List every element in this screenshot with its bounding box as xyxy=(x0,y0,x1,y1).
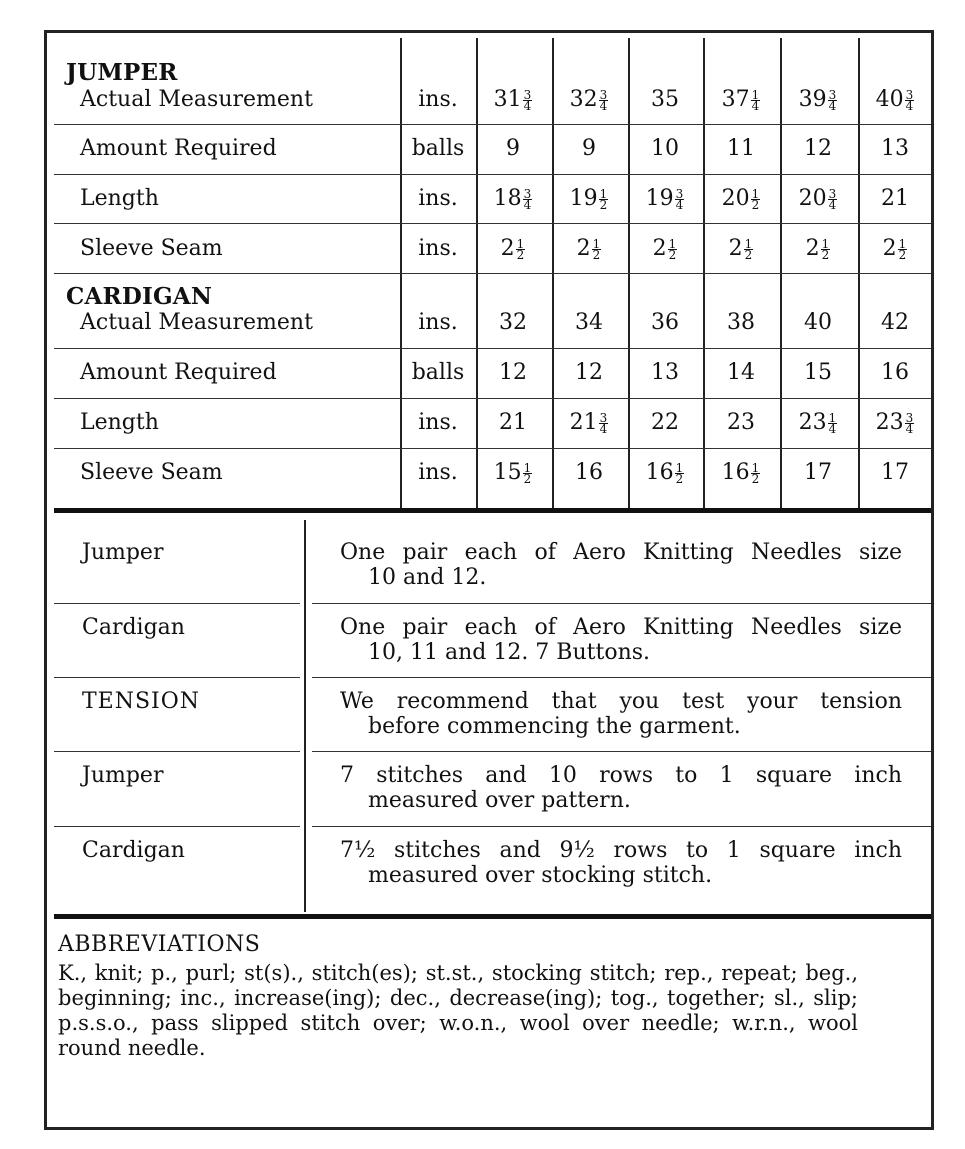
table-row-divider xyxy=(54,398,931,399)
description-line: measured over pattern. xyxy=(368,788,631,813)
size-value-cell: 23 xyxy=(727,410,755,435)
size-value-cell: 39 $\frac{3}{4}$ xyxy=(798,87,837,113)
size-value-cell: 16 $\frac{1}{2}$ xyxy=(645,460,684,486)
description-line: 7½ stitches and 9½ rows to 1 square inch xyxy=(340,838,902,863)
row-label: Actual Measurement xyxy=(80,87,313,112)
size-value-cell: 40 xyxy=(804,310,832,335)
table-row-divider xyxy=(54,448,931,449)
row-label: Amount Required xyxy=(80,360,277,385)
materials-label: Cardigan xyxy=(82,615,185,640)
materials-column-divider xyxy=(304,520,306,912)
materials-label: Cardigan xyxy=(82,838,185,863)
materials-row-divider xyxy=(54,677,300,678)
size-value-cell: 16 xyxy=(575,460,603,485)
table-row-divider xyxy=(54,124,931,125)
size-value-cell: 21 $\frac{3}{4}$ xyxy=(569,410,608,436)
size-value-cell: 17 xyxy=(804,460,832,485)
size-value-cell: 9 xyxy=(506,136,520,161)
size-value-cell: 40 $\frac{3}{4}$ xyxy=(875,87,914,113)
row-unit: ins. xyxy=(418,87,458,112)
jumper-heading: JUMPER xyxy=(66,59,178,86)
row-label: Amount Required xyxy=(80,136,277,161)
row-unit: ins. xyxy=(418,460,458,485)
size-value-cell: 22 xyxy=(651,410,679,435)
size-value-cell: 16 xyxy=(881,360,909,385)
size-value-cell: 11 xyxy=(727,136,755,161)
size-value-cell: 17 xyxy=(881,460,909,485)
row-unit: ins. xyxy=(418,310,458,335)
materials-description xyxy=(340,763,902,813)
materials-description xyxy=(340,838,902,888)
size-value-cell: 19 $\frac{3}{4}$ xyxy=(645,186,684,212)
description-line: measured over stocking stitch. xyxy=(368,863,713,888)
size-value-cell: 9 xyxy=(582,136,596,161)
row-label: Length xyxy=(80,186,159,211)
row-label: Sleeve Seam xyxy=(80,460,223,485)
abbreviations-title: ABBREVIATIONS xyxy=(58,932,261,957)
description-line: before commencing the garment. xyxy=(368,714,741,739)
table-row-divider xyxy=(54,273,931,274)
description-line: We recommend that you test your tension xyxy=(340,689,902,714)
size-value-cell: 12 xyxy=(804,136,832,161)
size-value-cell: 32 $\frac{3}{4}$ xyxy=(569,87,608,113)
abbreviations-section xyxy=(58,932,858,1061)
size-value-cell: 34 xyxy=(575,310,603,335)
row-label: Length xyxy=(80,410,159,435)
size-value-cell: 16 $\frac{1}{2}$ xyxy=(721,460,760,486)
size-value-cell: 2 $\frac{1}{2}$ xyxy=(576,236,601,262)
section-divider xyxy=(54,508,931,513)
size-value-cell: 20 $\frac{1}{2}$ xyxy=(721,186,760,212)
size-value-cell: 18 $\frac{3}{4}$ xyxy=(493,186,532,212)
materials-label: Jumper xyxy=(82,540,164,565)
row-unit: balls xyxy=(411,136,465,161)
size-value-cell: 20 $\frac{3}{4}$ xyxy=(798,186,837,212)
size-value-cell: 2 $\frac{1}{2}$ xyxy=(500,236,525,262)
row-label: Sleeve Seam xyxy=(80,236,223,261)
size-value-cell: 15 xyxy=(804,360,832,385)
description-line: 10, 11 and 12. 7 Buttons. xyxy=(368,640,651,665)
materials-label: TENSION xyxy=(82,689,201,714)
size-value-cell: 15 $\frac{1}{2}$ xyxy=(493,460,532,486)
size-value-cell: 19 $\frac{1}{2}$ xyxy=(569,186,608,212)
materials-row-divider xyxy=(54,826,300,827)
row-unit: ins. xyxy=(418,410,458,435)
row-unit: ins. xyxy=(418,236,458,261)
size-value-cell: 38 xyxy=(727,310,755,335)
materials-row-divider xyxy=(54,603,300,604)
table-row-divider xyxy=(54,174,931,175)
size-value-cell: 12 xyxy=(575,360,603,385)
description-line: 7 stitches and 10 rows to 1 square inch xyxy=(340,763,902,788)
size-value-cell: 32 xyxy=(499,310,527,335)
materials-row-divider xyxy=(312,677,931,678)
size-value-cell: 2 $\frac{1}{2}$ xyxy=(728,236,753,262)
size-value-cell: 37 $\frac{1}{4}$ xyxy=(721,87,760,113)
cardigan-heading: CARDIGAN xyxy=(66,283,213,310)
table-row-divider xyxy=(54,348,931,349)
size-value-cell: 2 $\frac{1}{2}$ xyxy=(882,236,907,262)
row-unit: ins. xyxy=(418,186,458,211)
materials-row-divider xyxy=(312,826,931,827)
abbreviations-text: K., knit; p., purl; st(s)., stitch(es); st.st., stocking stitch; rep., repeat; beg., beginning; inc., increase(ing); dec., decrease(ing); tog., together; sl., slip; p.s.s.o., pass slipped stitch over; w.o.n., wool over needle; w.r.n., wool round needle. xyxy=(58,961,858,1060)
size-value-cell: 2 $\frac{1}{2}$ xyxy=(652,236,677,262)
materials-description xyxy=(340,615,902,665)
description-line: One pair each of Aero Knitting Needles size xyxy=(340,615,902,640)
size-value-cell: 23 $\frac{3}{4}$ xyxy=(875,410,914,436)
materials-description xyxy=(340,540,902,590)
size-value-cell: 2 $\frac{1}{2}$ xyxy=(805,236,830,262)
materials-label: Jumper xyxy=(82,763,164,788)
size-value-cell: 12 xyxy=(499,360,527,385)
description-line: 10 and 12. xyxy=(368,565,487,590)
size-value-cell: 35 xyxy=(651,87,679,112)
materials-row-divider xyxy=(312,751,931,752)
materials-row-divider xyxy=(54,751,300,752)
size-value-cell: 31 $\frac{3}{4}$ xyxy=(493,87,532,113)
size-value-cell: 13 xyxy=(651,360,679,385)
materials-row-divider xyxy=(312,603,931,604)
section-divider xyxy=(54,914,931,919)
size-value-cell: 23 $\frac{1}{4}$ xyxy=(798,410,837,436)
materials-description xyxy=(340,689,902,739)
size-value-cell: 13 xyxy=(881,136,909,161)
size-value-cell: 21 xyxy=(881,186,909,211)
size-value-cell: 14 xyxy=(727,360,755,385)
size-value-cell: 10 xyxy=(651,136,679,161)
size-value-cell: 42 xyxy=(881,310,909,335)
size-value-cell: 21 xyxy=(499,410,527,435)
size-value-cell: 36 xyxy=(651,310,679,335)
row-unit: balls xyxy=(411,360,465,385)
row-label: Actual Measurement xyxy=(80,310,313,335)
description-line: One pair each of Aero Knitting Needles size xyxy=(340,540,902,565)
table-row-divider xyxy=(54,223,931,224)
